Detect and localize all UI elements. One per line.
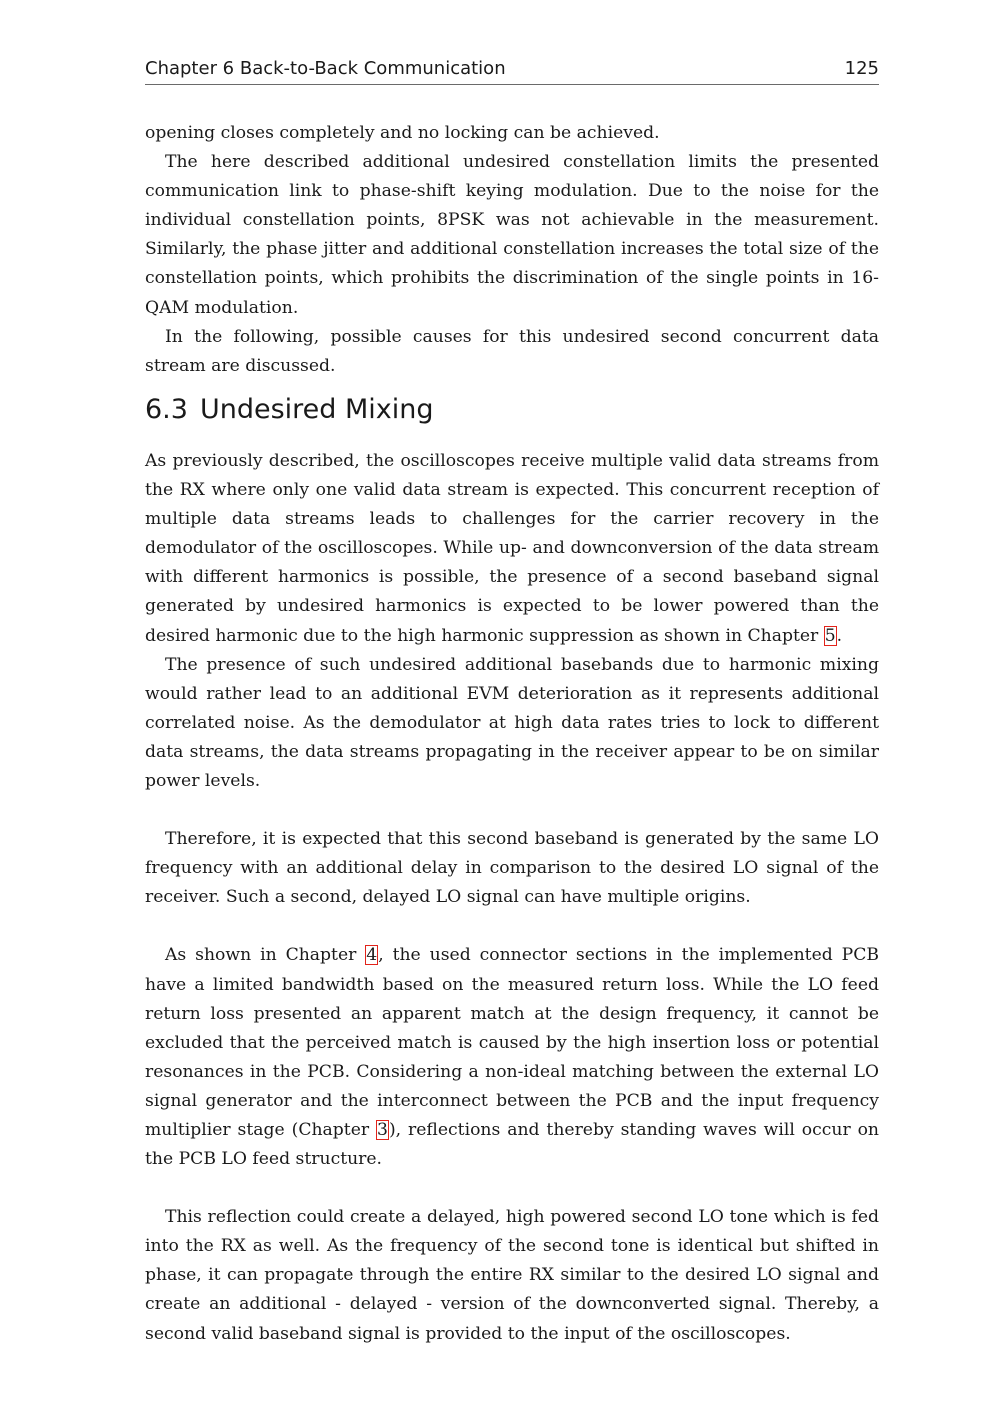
chapter-4-link[interactable]: 4	[366, 945, 378, 966]
section-paragraph-5: This reflection could create a delayed, high powered second LO tone which is fed into the RX as well. As the frequency of the second tone is identical but shifted in phase, it can propagate through the entire RX similar to the desired LO signal and create an additional - delayed - version of the downconverted signal. Thereby, a second valid baseband signal is provided to the input of the oscilloscopes.	[145, 1207, 879, 1344]
section-paragraph-3: Therefore, it is expected that this second baseband is generated by the same LO frequency with an additional delay in comparison to the desired LO signal of the receiver. Such a second, delayed LO signal can have multiple origins.	[145, 829, 879, 908]
paragraph-gap	[145, 796, 879, 825]
paragraph-text: , the used connector sections in the implemented PCB have a limited bandwidth based on the measured return loss. While the LO feed return loss presented an apparent match at the design frequency, it cannot be excluded that the perceived match is caused by the high insertion loss or potential resonances in the PCB. Considering a non-ideal matching between the external LO signal generator and the interconnect between the PCB and the input frequency multiplier stage (Chapter	[145, 945, 880, 1140]
section-text-block	[145, 447, 879, 1349]
section-title: Undesired Mixing	[199, 394, 434, 425]
intro-paragraph-causes: In the following, possible causes for this undesired second concurrent data stream are discussed.	[145, 326, 879, 376]
intro-text-block	[145, 119, 879, 381]
intro-paragraph-constellation: The here described additional undesired constellation limits the presented communication link to phase-shift keying modulation. Due to the noise for the individual constellation points, 8PSK was not achievable in the measurement. Similarly, the phase jitter and additional constellation increases the total size of the constellation points, which prohibits the discrimination of the single points in 16-QAM modulation.	[145, 152, 879, 318]
paragraph-gap	[145, 912, 879, 941]
section-paragraph-4	[145, 941, 879, 1174]
section-heading	[145, 392, 879, 428]
chapter-5-link[interactable]: 5	[824, 625, 836, 646]
running-head-chapter: Chapter 6 Back-to-Back Communication	[145, 58, 506, 79]
section-paragraph-1	[145, 447, 879, 651]
chapter-3-link[interactable]: 3	[377, 1119, 388, 1140]
paragraph-text: As previously described, the oscilloscopes receive multiple valid data streams from the RX where only one valid data stream is expected. This concurrent reception of multiple data streams leads to challenges for the carrier recovery in the demodulator of the oscilloscopes. While up- and downconversion of the data stream with different harmonics is possible, the presence of a second baseband signal generated by undesired harmonics is expected to be lower powered than the desired harmonic due to the high harmonic suppression as shown in Chapter	[145, 451, 879, 646]
page-number: 125	[844, 58, 879, 79]
paragraph-text: .	[836, 625, 843, 646]
paragraph-text: ), reflections and thereby standing waves will occur on the PCB LO feed structure.	[145, 1119, 879, 1170]
page-header	[145, 56, 879, 85]
intro-paragraph-continued: opening closes completely and no locking can be achieved.	[145, 123, 660, 143]
section-paragraph-2: The presence of such undesired additional basebands due to harmonic mixing would rather lead to an additional EVM deterioration as it represents additional correlated noise. As the demodulator at high data rates tries to lock to different data streams, the data streams propagating in the receiver appear to be on similar power levels.	[145, 654, 879, 792]
paragraph-gap	[145, 1174, 879, 1203]
section-number: 6.3	[145, 394, 188, 425]
paragraph-text: As shown in Chapter	[165, 945, 366, 966]
